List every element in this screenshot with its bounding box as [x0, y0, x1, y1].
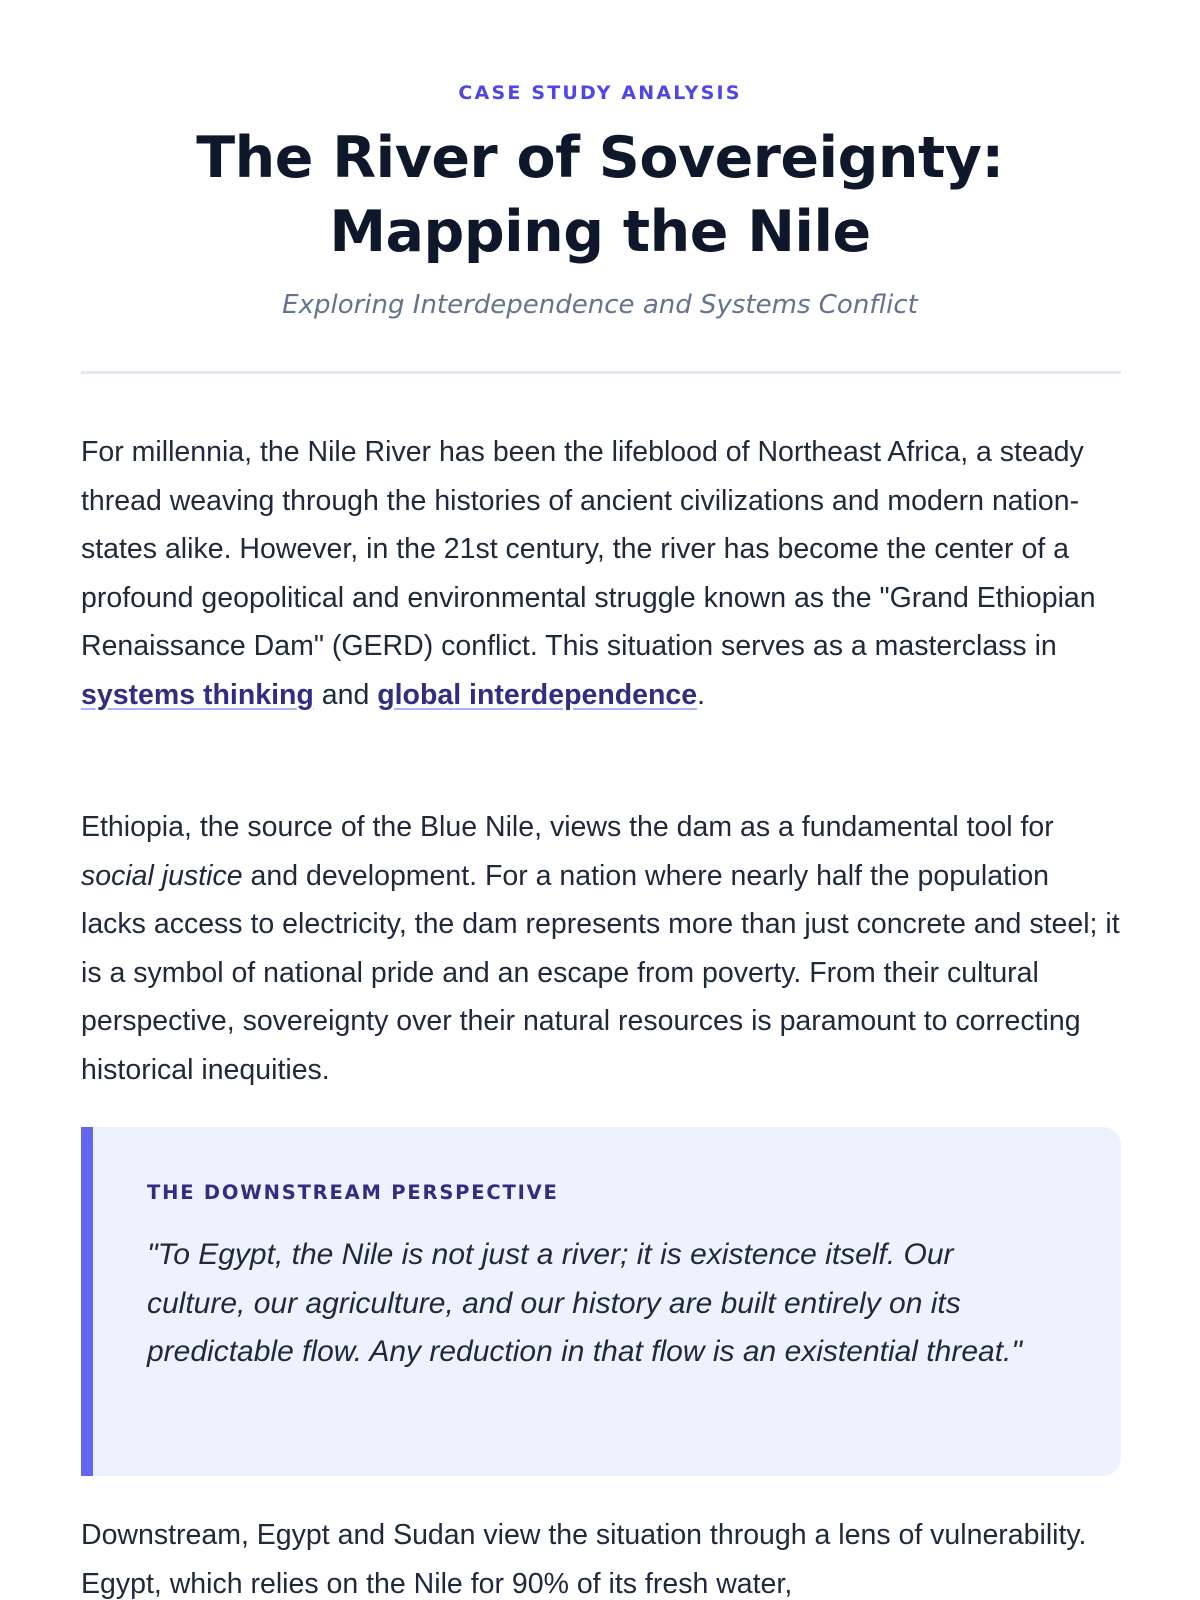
intro-end-text: .	[697, 678, 706, 711]
social-justice-emphasis: social justice	[81, 859, 243, 892]
callout-label: THE DOWNSTREAM PERSPECTIVE	[147, 1181, 559, 1204]
eyebrow-label: CASE STUDY ANALYSIS	[458, 82, 742, 104]
intro-paragraph	[81, 428, 1121, 719]
title-line-1: The River of Sovereignty:	[196, 125, 1004, 191]
intro-text: For millennia, the Nile River has been the lifeblood of Northeast Africa, a steady thread weaving through the histories of ancient civilizations and modern nation-states alike. However, in the 21st century, the river has become the center of a profound geopolitical and environmental struggle known as the "Grand Ethiopian Renaissance Dam" (GERD) conflict. This situation serves as a masterclass in	[81, 436, 1096, 662]
header-divider	[81, 371, 1121, 374]
title-line-2: Mapping the Nile	[329, 199, 871, 265]
page-subtitle: Exploring Interdependence and Systems Conflict	[282, 290, 918, 320]
systems-thinking-link[interactable]: systems thinking	[81, 678, 314, 711]
callout-quote: "To Egypt, the Nile is not just a river; it is existence itself. Our culture, our agriculture, and our history are built entirely on its predictable flow. Any reduction in that flow is an existential threat."	[147, 1238, 1023, 1368]
global-interdependence-link[interactable]: global interdependence	[377, 678, 698, 711]
ethiopia-text-start: Ethiopia, the source of the Blue Nile, views the dam as a fundamental tool for	[81, 811, 1054, 843]
downstream-callout	[81, 1127, 1121, 1476]
conjunction-text: and	[313, 678, 378, 711]
callout-accent-bar	[81, 1127, 93, 1476]
downstream-paragraph: Downstream, Egypt and Sudan view the situation through a lens of vulnerability. Egypt, which relies on the Nile for 90% of its fresh water,	[81, 1519, 1087, 1600]
page-title	[100, 121, 1100, 269]
ethiopia-text-end: and development. For a nation where nearly half the population lacks access to electricity, the dam represents more than just concrete and steel; it is a symbol of national pride and an escape from poverty. From their cultural perspective, sovereignty over their natural resources is paramount to correcting historical inequities.	[81, 859, 1120, 1086]
ethiopia-paragraph	[81, 803, 1121, 1094]
